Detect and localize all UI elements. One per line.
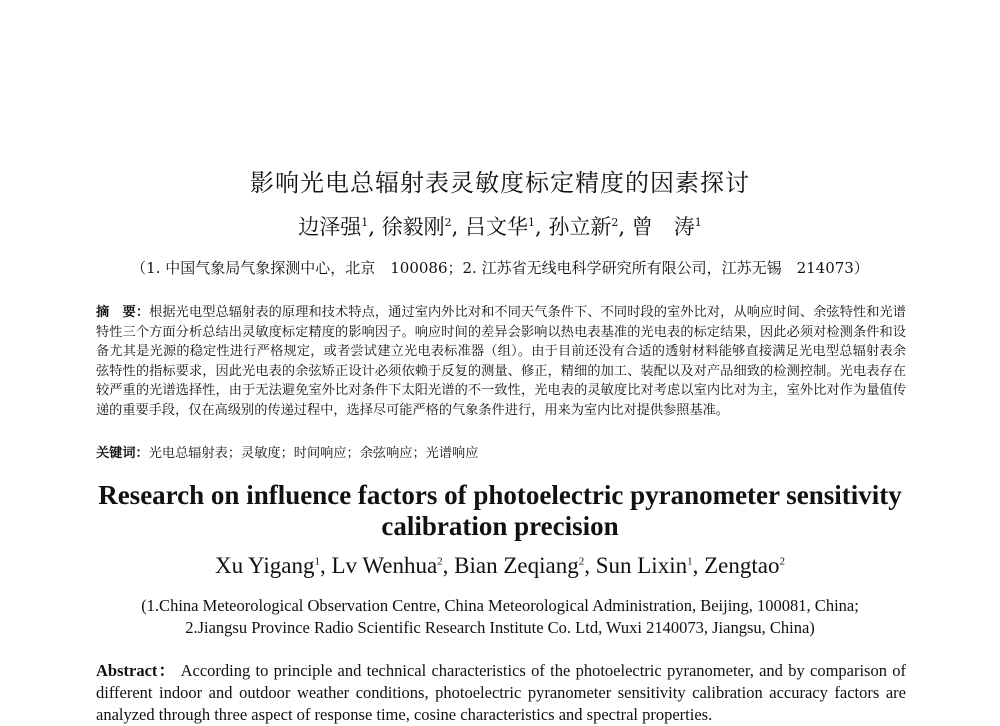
english-author: Bian Zeqiang$^2$,	[454, 553, 596, 578]
chinese-keywords-text: 光电总辐射表；灵敏度；时间响应；余弦响应；光谱响应	[148, 446, 479, 461]
english-abstract-label: Abstract：	[96, 661, 177, 680]
chinese-abstract	[96, 303, 906, 421]
english-abstract-text: According to principle and technical characteristics of the photoelectric pyranometer, and by comparison of different indoor and outdoor weather conditions, photoelectric pyranometer sensitivity calibration accuracy factors are analyzed through three aspect of response time, cosine characteristics and spectral properties.	[96, 661, 907, 724]
english-author: Zengtao$^2$	[704, 553, 785, 578]
chinese-title: 影响光电总辐射表灵敏度标定精度的因素探讨	[250, 169, 750, 197]
chinese-abstract-label: 摘 要：	[96, 305, 150, 320]
english-affiliation-line-2: 2.Jiangsu Province Radio Scientific Research Institute Co. Ltd, Wuxi 2140073, Jiangsu, China)	[185, 618, 815, 637]
english-author: Xu Yigang$^1$,	[215, 553, 332, 578]
english-title: Research on influence factors of photoelectric pyranometer sensitivity calibration precision	[98, 480, 902, 541]
english-affiliation	[0, 595, 1000, 639]
chinese-author: 孙立新$^2$,	[548, 215, 626, 239]
chinese-author: 曾 涛$^1$	[631, 215, 702, 239]
chinese-abstract-text: 根据光电型总辐射表的原理和技术特点，通过室内外比对和不同天气条件下、不同时段的室外比对，从响应时间、余弦特性和光谱特性三个方面分析总结出灵敏度标定精度的影响因子。响应时间的差异会影响以热电表基准的光电表的标定结果，因此必须对检测条件和设备尤其是光源的稳定性进行严格规定，或者尝试建立光电表标准器（组）。由于目前还没有合适的透射材料能够直接满足光电型总辐射表余弦特性的指标要求，因此光电表的余弦矫正设计必须依赖于反复的测量、修正，精细的加工、装配以及对产品细致的检测控制。光电表存在较严重的光谱选择性，由于无法避免室外比对条件下太阳光谱的不一致性，光电表的灵敏度比对考虑以室内比对为主，室外比对作为量值传递的重要手段，仅在高级别的传递过程中，选择尽可能严格的气象条件进行，用来为室内比对提供参照基准。	[96, 305, 906, 418]
chinese-author: 吕文华$^1$,	[465, 215, 542, 239]
chinese-keywords	[96, 442, 906, 461]
chinese-author: 边泽强$^1$,	[298, 215, 375, 239]
chinese-affiliation: （1. 中国气象局气象探测中心，北京 100086；2. 江苏省无线电科学研究所有限公司，江苏无锡 214073）	[131, 259, 869, 277]
chinese-author: 徐毅刚$^2$,	[381, 215, 459, 239]
english-authors	[0, 553, 1000, 579]
english-author: Sun Lixin$^1$,	[595, 553, 705, 578]
english-author: Lv Wenhua$^2$,	[331, 553, 455, 578]
english-abstract	[96, 660, 906, 726]
chinese-authors	[0, 211, 1000, 241]
chinese-keywords-label: 关键词：	[96, 446, 149, 461]
english-affiliation-line-1: (1.China Meteorological Observation Centre, China Meteorological Administration, Beijing, 100081, China;	[141, 596, 859, 615]
